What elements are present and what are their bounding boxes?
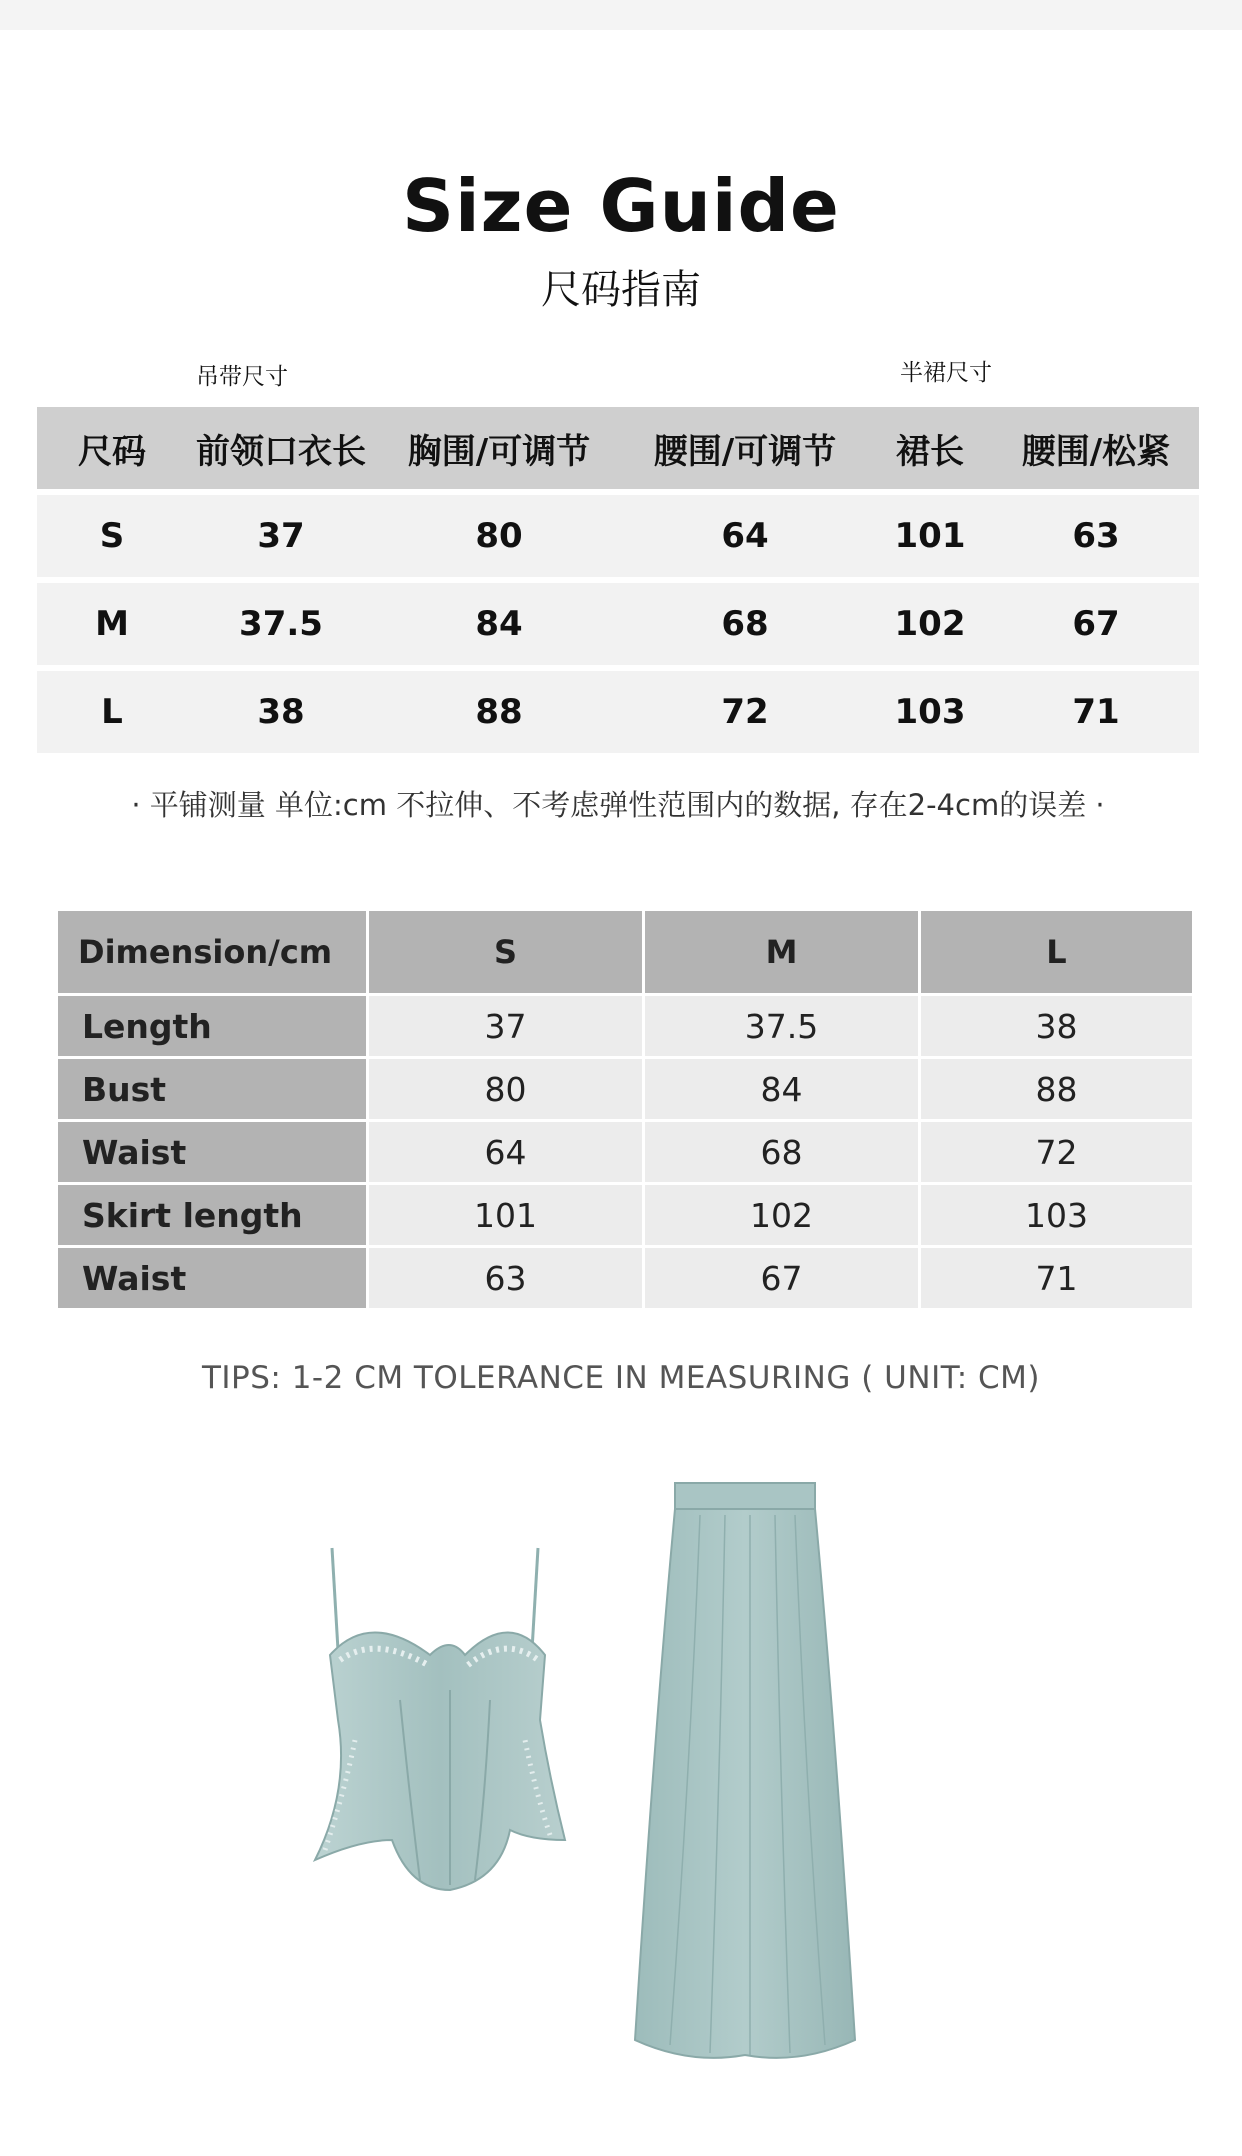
table-cell: 68 — [644, 1121, 920, 1184]
top-bar — [0, 0, 1242, 30]
table-cell: 67 — [993, 583, 1199, 665]
table-header-cell: 尺码 — [37, 407, 187, 489]
table-cell: S — [37, 495, 187, 577]
table-cell: 103 — [920, 1184, 1194, 1247]
page-subtitle: 尺码指南 — [541, 267, 701, 313]
table-header-cell: 腰围/松紧 — [993, 407, 1199, 489]
table-header-cell: 前领口衣长 — [187, 407, 375, 489]
row-label: Waist — [57, 1247, 368, 1310]
table-header-cell: L — [920, 910, 1194, 995]
table-cell: 37.5 — [187, 583, 375, 665]
table-cell: M — [37, 583, 187, 665]
table-row — [57, 995, 1194, 1058]
table-cell: 80 — [375, 495, 623, 577]
size-table-cn — [37, 401, 1199, 759]
table-cell: L — [37, 671, 187, 753]
table-cell: 68 — [623, 583, 867, 665]
measurement-note: · 平铺测量 单位:cm 不拉伸、不考虑弹性范围内的数据, 存在2-4cm的误差 · — [131, 788, 1105, 822]
table-header-cell: Dimension/cm — [57, 910, 368, 995]
table-header-cell: M — [644, 910, 920, 995]
camisole-top-image — [300, 1540, 580, 1920]
table-cell: 84 — [644, 1058, 920, 1121]
table-row — [57, 1184, 1194, 1247]
table-row — [37, 583, 1199, 665]
table-cell: 71 — [920, 1247, 1194, 1310]
table-cell: 84 — [375, 583, 623, 665]
table-cell: 38 — [920, 995, 1194, 1058]
table-row — [57, 1247, 1194, 1310]
table-cell: 38 — [187, 671, 375, 753]
size-table-en — [55, 908, 1195, 1311]
tips-text: TIPS: 1-2 CM TOLERANCE IN MEASURING ( UNIT: CM) — [201, 1360, 1041, 1396]
table-cell: 101 — [867, 495, 993, 577]
row-label: Waist — [57, 1121, 368, 1184]
table-row — [37, 671, 1199, 753]
table-header-cell: 胸围/可调节 — [375, 407, 623, 489]
table-header-cell: 裙长 — [867, 407, 993, 489]
table-row — [57, 1058, 1194, 1121]
table-row — [57, 1121, 1194, 1184]
table-cell: 103 — [867, 671, 993, 753]
table-cell: 102 — [644, 1184, 920, 1247]
table-cell: 64 — [623, 495, 867, 577]
table-cell: 67 — [644, 1247, 920, 1310]
table-header-row — [57, 910, 1194, 995]
table-cell: 37.5 — [644, 995, 920, 1058]
page-title: Size Guide — [402, 164, 840, 248]
table-row — [37, 495, 1199, 577]
table-header-row — [37, 407, 1199, 489]
table-cell: 37 — [368, 995, 644, 1058]
row-label: Length — [57, 995, 368, 1058]
table-cell: 101 — [368, 1184, 644, 1247]
table-cell: 63 — [993, 495, 1199, 577]
row-label: Bust — [57, 1058, 368, 1121]
table-header-cell: S — [368, 910, 644, 995]
table-cell: 64 — [368, 1121, 644, 1184]
row-label: Skirt length — [57, 1184, 368, 1247]
group-label-skirt: 半裙尺寸 — [900, 360, 992, 386]
maxi-skirt-image — [630, 1475, 860, 2075]
table-cell: 88 — [375, 671, 623, 753]
table-header-cell: 腰围/可调节 — [623, 407, 867, 489]
table-cell: 72 — [920, 1121, 1194, 1184]
table-cell: 88 — [920, 1058, 1194, 1121]
table-cell: 72 — [623, 671, 867, 753]
table-cell: 71 — [993, 671, 1199, 753]
table-cell: 63 — [368, 1247, 644, 1310]
group-label-top: 吊带尺寸 — [196, 364, 288, 390]
table-cell: 37 — [187, 495, 375, 577]
table-cell: 80 — [368, 1058, 644, 1121]
table-cell: 102 — [867, 583, 993, 665]
